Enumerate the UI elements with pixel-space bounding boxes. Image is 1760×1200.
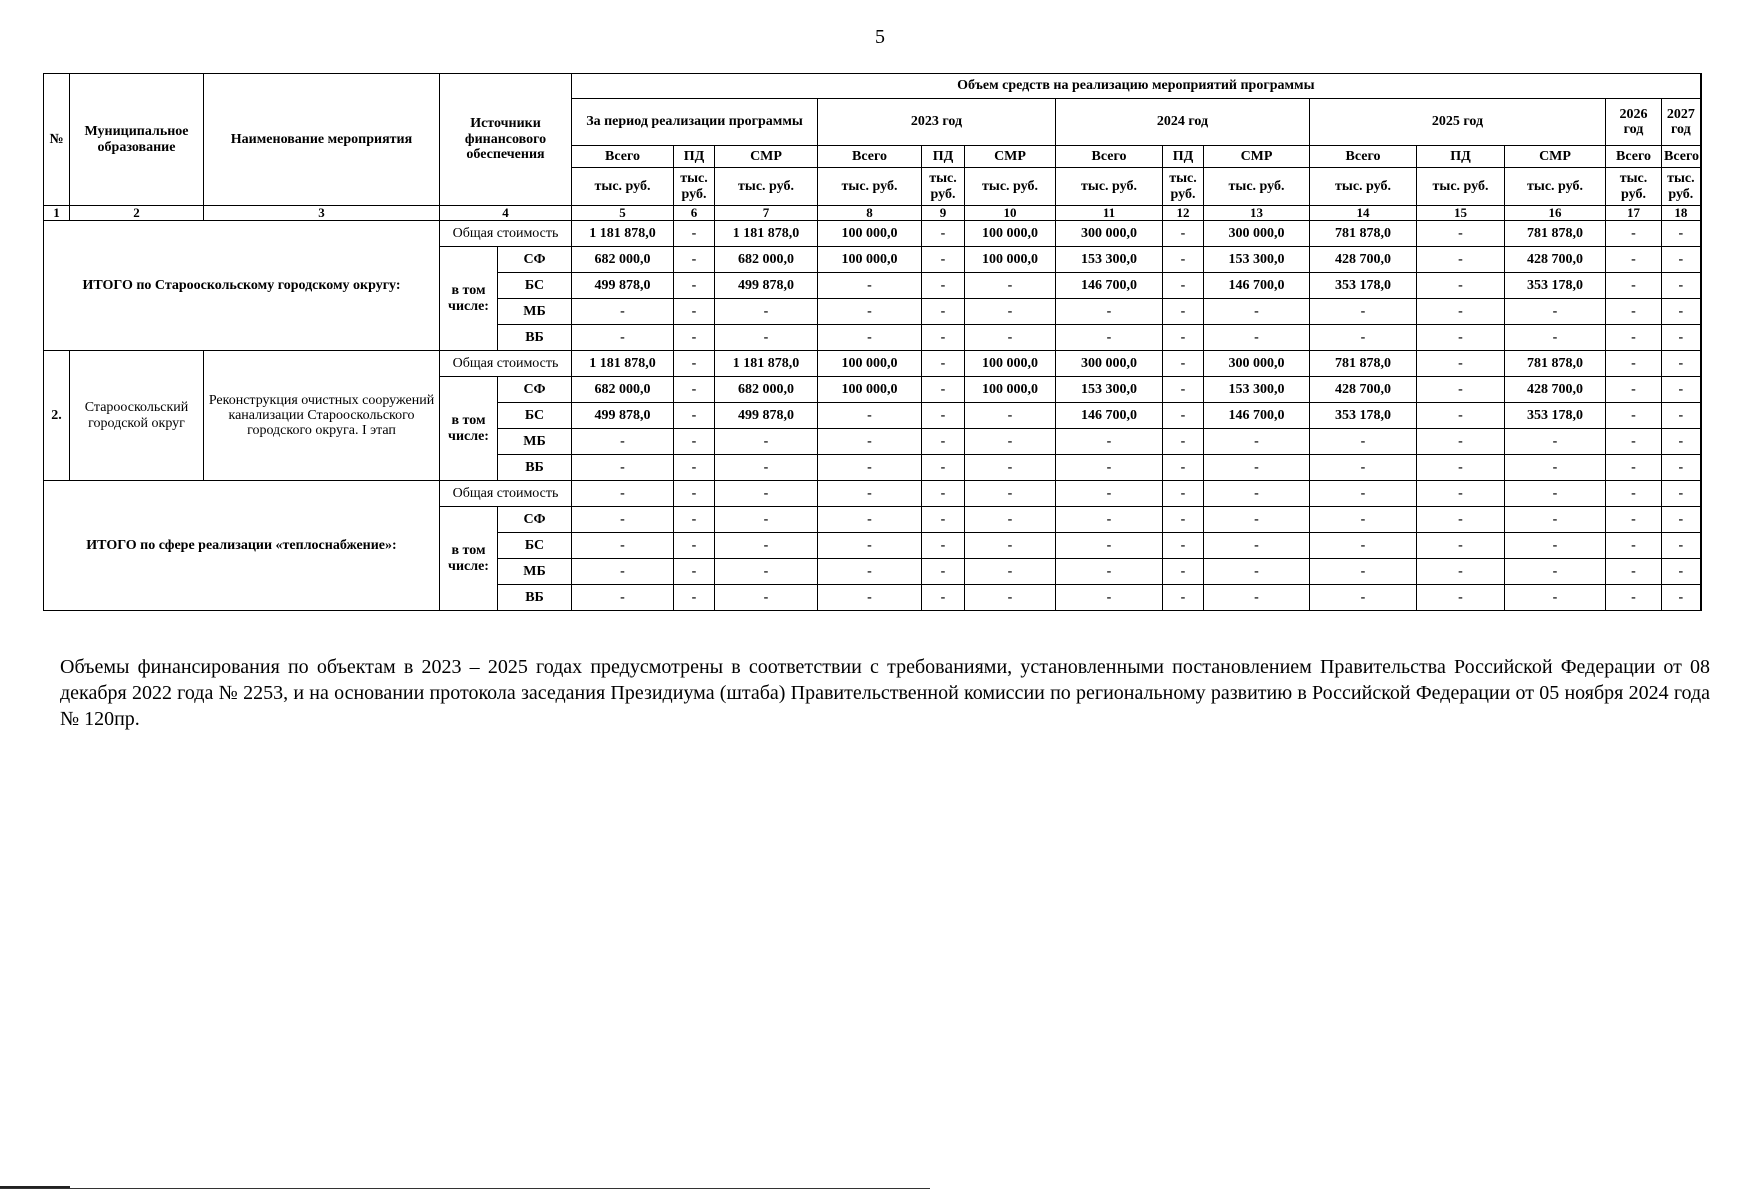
value-cell: - [1417, 403, 1505, 429]
value-cell: - [1163, 481, 1204, 507]
value-cell: 1 181 878,0 [572, 221, 674, 247]
subheader-pd: ПД [674, 146, 715, 168]
value-cell: 1 181 878,0 [715, 221, 818, 247]
column-number: 15 [1417, 206, 1505, 221]
value-cell: - [674, 455, 715, 481]
value-cell: - [818, 507, 922, 533]
value-cell: - [1163, 325, 1204, 351]
table-row [44, 481, 1701, 507]
value-cell: 100 000,0 [818, 351, 922, 377]
value-cell: - [1310, 585, 1417, 611]
value-cell: - [1417, 247, 1505, 273]
value-cell: - [674, 481, 715, 507]
value-cell: - [1662, 507, 1701, 533]
value-cell: - [674, 403, 715, 429]
value-cell: - [674, 585, 715, 611]
value-cell: - [1163, 247, 1204, 273]
header-volume: Объем средств на реализацию мероприятий программы [572, 74, 1701, 99]
unit-label: тыс. руб. [1662, 168, 1701, 206]
header-period-2025: 2025 год [1310, 99, 1606, 146]
value-cell: - [1163, 377, 1204, 403]
value-cell: - [1505, 481, 1606, 507]
subheader-total: Всего [572, 146, 674, 168]
source-code: БС [498, 403, 572, 429]
value-cell: - [1606, 273, 1662, 299]
value-cell: - [1204, 455, 1310, 481]
value-cell: - [1606, 325, 1662, 351]
value-cell: - [965, 533, 1056, 559]
value-cell: - [572, 455, 674, 481]
value-cell: - [965, 273, 1056, 299]
page-number: 5 [875, 26, 885, 48]
value-cell: 100 000,0 [965, 377, 1056, 403]
column-number: 9 [922, 206, 965, 221]
value-cell: - [674, 273, 715, 299]
value-cell: - [572, 299, 674, 325]
value-cell: - [1163, 403, 1204, 429]
item-municipality: Старооскольский городской округ [70, 351, 204, 481]
value-cell: 499 878,0 [572, 273, 674, 299]
column-number: 11 [1056, 206, 1163, 221]
value-cell: - [674, 429, 715, 455]
value-cell: - [818, 533, 922, 559]
value-cell: - [818, 429, 922, 455]
subheader-pd: ПД [1163, 146, 1204, 168]
value-cell: - [1606, 377, 1662, 403]
scan-line [0, 1188, 930, 1189]
value-cell: - [1662, 455, 1701, 481]
value-cell: - [818, 585, 922, 611]
value-cell: - [1056, 559, 1163, 585]
value-cell: - [1606, 351, 1662, 377]
value-cell: - [1163, 299, 1204, 325]
value-cell: - [1163, 351, 1204, 377]
value-cell: - [572, 429, 674, 455]
value-cell: - [715, 455, 818, 481]
source-code: ВБ [498, 455, 572, 481]
value-cell: - [1606, 403, 1662, 429]
value-cell: - [1662, 221, 1701, 247]
value-cell: - [922, 351, 965, 377]
value-cell: 428 700,0 [1505, 377, 1606, 403]
subheader-pd: ПД [922, 146, 965, 168]
unit-label: тыс. руб. [965, 168, 1056, 206]
value-cell: - [1056, 325, 1163, 351]
value-cell: - [1505, 507, 1606, 533]
subheader-smr: СМР [715, 146, 818, 168]
value-cell: - [922, 403, 965, 429]
value-cell: 353 178,0 [1310, 403, 1417, 429]
value-cell: - [1056, 429, 1163, 455]
value-cell: - [1056, 507, 1163, 533]
value-cell: - [818, 455, 922, 481]
header-period-program: За период реализации программы [572, 99, 818, 146]
total-title: ИТОГО по сфере реализации «теплоснабжение»: [44, 481, 440, 611]
value-cell: - [572, 533, 674, 559]
header-period-2023: 2023 год [818, 99, 1056, 146]
header-period-2027: 2027 год [1662, 99, 1701, 146]
value-cell: - [1417, 273, 1505, 299]
value-cell: - [1204, 429, 1310, 455]
value-cell: - [1662, 481, 1701, 507]
value-cell: 100 000,0 [818, 221, 922, 247]
value-cell: 153 300,0 [1056, 247, 1163, 273]
value-cell: - [1417, 351, 1505, 377]
value-cell: - [1662, 325, 1701, 351]
value-cell: 100 000,0 [965, 247, 1056, 273]
value-cell: 146 700,0 [1056, 403, 1163, 429]
subheader-smr: СМР [1204, 146, 1310, 168]
column-number: 8 [818, 206, 922, 221]
value-cell: 300 000,0 [1204, 221, 1310, 247]
source-code: СФ [498, 247, 572, 273]
value-cell: - [572, 559, 674, 585]
value-cell: - [1662, 559, 1701, 585]
value-cell: - [818, 299, 922, 325]
value-cell: 1 181 878,0 [572, 351, 674, 377]
header-sources: Источники финансового обеспечения [440, 74, 572, 206]
value-cell: - [818, 325, 922, 351]
value-cell: - [572, 507, 674, 533]
value-cell: - [965, 559, 1056, 585]
total-title: ИТОГО по Старооскольскому городскому округу: [44, 221, 440, 351]
value-cell: - [1417, 507, 1505, 533]
value-cell: - [922, 585, 965, 611]
value-cell: - [1056, 585, 1163, 611]
value-cell: - [1662, 533, 1701, 559]
value-cell: - [965, 325, 1056, 351]
value-cell: 428 700,0 [1310, 247, 1417, 273]
value-cell: - [715, 325, 818, 351]
value-cell: 781 878,0 [1505, 351, 1606, 377]
subheader-total: Всего [1310, 146, 1417, 168]
value-cell: 300 000,0 [1056, 351, 1163, 377]
value-cell: - [922, 299, 965, 325]
value-cell: 100 000,0 [818, 247, 922, 273]
unit-label: тыс. руб. [818, 168, 922, 206]
value-cell: - [1310, 299, 1417, 325]
source-code: МБ [498, 299, 572, 325]
column-number: 7 [715, 206, 818, 221]
unit-label: тыс. руб. [1163, 168, 1204, 206]
value-cell: - [1163, 559, 1204, 585]
value-cell: - [1606, 585, 1662, 611]
value-cell: - [674, 507, 715, 533]
source-code: БС [498, 533, 572, 559]
value-cell: - [1056, 533, 1163, 559]
value-cell: - [1163, 221, 1204, 247]
value-cell: 100 000,0 [965, 221, 1056, 247]
value-cell: - [1505, 533, 1606, 559]
value-cell: - [1417, 325, 1505, 351]
value-cell: - [1417, 481, 1505, 507]
value-cell: 146 700,0 [1056, 273, 1163, 299]
column-number: 17 [1606, 206, 1662, 221]
value-cell: 499 878,0 [572, 403, 674, 429]
value-cell: - [922, 273, 965, 299]
scan-mark [0, 1186, 70, 1188]
total-cost-label: Общая стоимость [440, 481, 572, 507]
item-number: 2. [44, 351, 70, 481]
value-cell: - [674, 351, 715, 377]
value-cell: - [1310, 325, 1417, 351]
value-cell: - [1417, 429, 1505, 455]
value-cell: - [818, 481, 922, 507]
header-num: № [44, 74, 70, 206]
value-cell: - [1606, 299, 1662, 325]
value-cell: 428 700,0 [1505, 247, 1606, 273]
value-cell: - [674, 377, 715, 403]
column-number: 1 [44, 206, 70, 221]
value-cell: - [715, 429, 818, 455]
value-cell: 781 878,0 [1310, 351, 1417, 377]
value-cell: - [1606, 507, 1662, 533]
value-cell: 1 181 878,0 [715, 351, 818, 377]
value-cell: - [1310, 533, 1417, 559]
value-cell: - [965, 585, 1056, 611]
value-cell: - [1505, 455, 1606, 481]
column-number: 5 [572, 206, 674, 221]
value-cell: - [1204, 299, 1310, 325]
total-cost-label: Общая стоимость [440, 351, 572, 377]
source-code: МБ [498, 429, 572, 455]
value-cell: - [1310, 481, 1417, 507]
value-cell: - [1662, 377, 1701, 403]
table-row [44, 351, 1701, 377]
unit-label: тыс. руб. [715, 168, 818, 206]
value-cell: - [715, 585, 818, 611]
value-cell: 499 878,0 [715, 273, 818, 299]
value-cell: 153 300,0 [1204, 247, 1310, 273]
value-cell: - [922, 455, 965, 481]
value-cell: - [1606, 559, 1662, 585]
value-cell: - [818, 559, 922, 585]
value-cell: - [1204, 507, 1310, 533]
value-cell: 428 700,0 [1310, 377, 1417, 403]
value-cell: - [922, 325, 965, 351]
value-cell: - [1417, 377, 1505, 403]
source-code: ВБ [498, 325, 572, 351]
value-cell: - [1163, 429, 1204, 455]
value-cell: 682 000,0 [715, 377, 818, 403]
value-cell: - [572, 481, 674, 507]
value-cell: 153 300,0 [1056, 377, 1163, 403]
header-period-2024: 2024 год [1056, 99, 1310, 146]
table-row [44, 221, 1701, 247]
column-number: 6 [674, 206, 715, 221]
unit-label: тыс. руб. [1310, 168, 1417, 206]
value-cell: - [1505, 325, 1606, 351]
value-cell: - [965, 507, 1056, 533]
source-code: СФ [498, 377, 572, 403]
value-cell: 153 300,0 [1204, 377, 1310, 403]
column-number: 18 [1662, 206, 1701, 221]
value-cell: 100 000,0 [965, 351, 1056, 377]
column-number: 2 [70, 206, 204, 221]
value-cell: - [922, 247, 965, 273]
value-cell: - [715, 481, 818, 507]
value-cell: - [1204, 533, 1310, 559]
including-label: в том числе: [440, 247, 498, 351]
unit-label: тыс. руб. [1204, 168, 1310, 206]
value-cell: 300 000,0 [1204, 351, 1310, 377]
value-cell: - [1204, 481, 1310, 507]
header-municipality: Муниципальное образование [70, 74, 204, 206]
value-cell: 300 000,0 [1056, 221, 1163, 247]
value-cell: - [715, 507, 818, 533]
value-cell: - [1310, 429, 1417, 455]
source-code: МБ [498, 559, 572, 585]
subheader-smr: СМР [1505, 146, 1606, 168]
column-number: 14 [1310, 206, 1417, 221]
value-cell: - [1056, 481, 1163, 507]
value-cell: - [715, 533, 818, 559]
source-code: БС [498, 273, 572, 299]
value-cell: - [1662, 585, 1701, 611]
source-code: ВБ [498, 585, 572, 611]
value-cell: - [1417, 455, 1505, 481]
header-period-2026: 2026 год [1606, 99, 1662, 146]
unit-label: тыс. руб. [1056, 168, 1163, 206]
value-cell: - [922, 429, 965, 455]
source-code: СФ [498, 507, 572, 533]
unit-label: тыс. руб. [1505, 168, 1606, 206]
value-cell: - [1163, 533, 1204, 559]
value-cell: - [1417, 533, 1505, 559]
value-cell: - [965, 403, 1056, 429]
value-cell: 682 000,0 [572, 377, 674, 403]
including-label: в том числе: [440, 507, 498, 611]
value-cell: - [1310, 507, 1417, 533]
value-cell: - [965, 481, 1056, 507]
value-cell: 100 000,0 [818, 377, 922, 403]
value-cell: 682 000,0 [572, 247, 674, 273]
value-cell: - [1417, 221, 1505, 247]
value-cell: 146 700,0 [1204, 403, 1310, 429]
value-cell: - [1056, 455, 1163, 481]
value-cell: - [715, 559, 818, 585]
value-cell: 781 878,0 [1310, 221, 1417, 247]
value-cell: - [1417, 585, 1505, 611]
value-cell: - [1163, 455, 1204, 481]
value-cell: - [922, 377, 965, 403]
value-cell: - [965, 429, 1056, 455]
value-cell: - [818, 273, 922, 299]
subheader-smr: СМР [965, 146, 1056, 168]
value-cell: 353 178,0 [1505, 403, 1606, 429]
value-cell: - [1417, 559, 1505, 585]
value-cell: - [1505, 559, 1606, 585]
value-cell: - [1606, 533, 1662, 559]
value-cell: 146 700,0 [1204, 273, 1310, 299]
value-cell: - [1505, 299, 1606, 325]
value-cell: - [1204, 559, 1310, 585]
value-cell: - [1606, 481, 1662, 507]
column-number: 16 [1505, 206, 1606, 221]
value-cell: - [922, 533, 965, 559]
value-cell: - [674, 559, 715, 585]
column-number: 3 [204, 206, 440, 221]
column-number: 4 [440, 206, 572, 221]
value-cell: - [1606, 221, 1662, 247]
unit-label: тыс. руб. [674, 168, 715, 206]
header-event-name: Наименование мероприятия [204, 74, 440, 206]
value-cell: - [674, 325, 715, 351]
value-cell: - [1662, 429, 1701, 455]
value-cell: - [1163, 507, 1204, 533]
value-cell: - [1662, 403, 1701, 429]
footnote: Объемы финансирования по объектам в 2023 – 2025 годах предусмотрены в соответствии с требованиями, установленными постановлением Правительства Российской Федерации от 08 декабря 2022 года № 2253, и на основании протокола заседания Президиума (штаба) Правительственной комиссии по региональному развитию в Российской Федерации от 05 ноября 2024 года № 120пр. [60, 656, 1710, 730]
column-number: 12 [1163, 206, 1204, 221]
value-cell: 353 178,0 [1310, 273, 1417, 299]
value-cell: 781 878,0 [1505, 221, 1606, 247]
value-cell: - [818, 403, 922, 429]
value-cell: - [1662, 351, 1701, 377]
value-cell: - [922, 507, 965, 533]
unit-label: тыс. руб. [572, 168, 674, 206]
including-label: в том числе: [440, 377, 498, 481]
value-cell: - [1163, 585, 1204, 611]
subheader-pd: ПД [1417, 146, 1505, 168]
column-number: 13 [1204, 206, 1310, 221]
value-cell: - [1606, 455, 1662, 481]
value-cell: - [1505, 585, 1606, 611]
unit-label: тыс. руб. [1606, 168, 1662, 206]
subheader-total: Всего [818, 146, 922, 168]
value-cell: - [965, 455, 1056, 481]
value-cell: - [572, 325, 674, 351]
value-cell: 682 000,0 [715, 247, 818, 273]
unit-label: тыс. руб. [922, 168, 965, 206]
subheader-total: Всего [1662, 146, 1701, 168]
item-event: Реконструкция очистных сооружений канализации Старооскольского городского округа. I этап [204, 351, 440, 481]
value-cell: - [1204, 325, 1310, 351]
value-cell: - [1310, 559, 1417, 585]
value-cell: - [1662, 299, 1701, 325]
value-cell: - [922, 221, 965, 247]
value-cell: - [922, 559, 965, 585]
value-cell: - [1310, 455, 1417, 481]
value-cell: - [1204, 585, 1310, 611]
value-cell: - [674, 533, 715, 559]
subheader-total: Всего [1606, 146, 1662, 168]
value-cell: - [674, 221, 715, 247]
value-cell: - [965, 299, 1056, 325]
unit-label: тыс. руб. [1417, 168, 1505, 206]
total-cost-label: Общая стоимость [440, 221, 572, 247]
value-cell: - [1662, 247, 1701, 273]
value-cell: 353 178,0 [1505, 273, 1606, 299]
value-cell: - [1417, 299, 1505, 325]
value-cell: - [1056, 299, 1163, 325]
value-cell: - [1662, 273, 1701, 299]
value-cell: - [572, 585, 674, 611]
column-number: 10 [965, 206, 1056, 221]
value-cell: - [1163, 273, 1204, 299]
value-cell: - [715, 299, 818, 325]
subheader-total: Всего [1056, 146, 1163, 168]
value-cell: - [922, 481, 965, 507]
value-cell: - [1606, 429, 1662, 455]
financing-table [43, 73, 1702, 611]
value-cell: - [1505, 429, 1606, 455]
value-cell: 499 878,0 [715, 403, 818, 429]
value-cell: - [674, 299, 715, 325]
value-cell: - [674, 247, 715, 273]
value-cell: - [1606, 247, 1662, 273]
